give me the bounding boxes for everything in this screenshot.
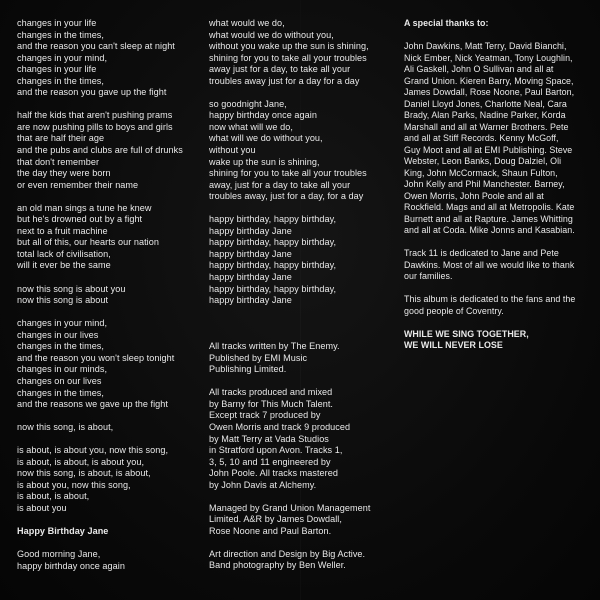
- lyric-line: happy birthday, happy birthday,: [209, 260, 337, 271]
- stanza-break: [17, 272, 212, 284]
- lyric-line: troubles away, just for a day, for a day: [209, 191, 364, 202]
- lyric-line: that are half their age: [17, 133, 105, 144]
- dedication-line: Dawkins. Most of all we would like to thank: [404, 259, 575, 270]
- thanks-heading: A special thanks to:: [404, 18, 489, 28]
- lyric-line: what will we do without you,: [209, 133, 323, 144]
- credit-line: by John Davis at Alchemy.: [209, 479, 317, 490]
- thanks-line: John Kelly and Phil Manchester. Barney,: [404, 179, 565, 189]
- lyric-line: changes in the times,: [17, 387, 104, 398]
- lyric-line: changes on our lives: [17, 375, 102, 386]
- lyric-line: happy birthday, happy birthday,: [209, 237, 337, 248]
- lyric-line: and the pubs and clubs are full of drunks: [17, 145, 183, 156]
- credit-line: in Stratford upon Avon. Tracks 1,: [209, 445, 343, 456]
- credit-line: by Matt Terry at Vada Studios: [209, 433, 329, 444]
- lyric-line: and the reason you won't sleep tonight: [17, 352, 175, 363]
- thanks-line: Guy Moot and all at EMI Publishing. Steve: [404, 144, 573, 155]
- thanks-line: King, John McCormack, Shaun Fulton,: [404, 167, 558, 178]
- credit-line: Managed by Grand Union Management: [209, 502, 371, 513]
- lyric-line: away, just for a day to take all your: [209, 179, 351, 190]
- lyric-line: changes in the times,: [17, 341, 104, 352]
- lyric-line: half the kids that aren't pushing prams: [17, 110, 173, 121]
- thanks-column: [404, 18, 589, 352]
- paragraph-break: [17, 538, 212, 550]
- thanks-line: Webster, Leon Banks, Doug Dalziel, Oli: [404, 156, 562, 166]
- lyric-line: what would we do,: [209, 18, 285, 28]
- thanks-line: Rockfield. Mags and all at Metropolis. Kate: [404, 202, 575, 212]
- paragraph-break: [404, 283, 589, 295]
- lyric-line: and the reason you can't sleep at night: [17, 41, 175, 52]
- thanks-line: and all at Stiff Records. Kenny McGoff,: [404, 133, 559, 143]
- lyric-line: an old man sings a tune he knew: [17, 202, 152, 213]
- paragraph-break: [404, 237, 589, 249]
- paragraph-break: [404, 30, 589, 42]
- song-title: Happy Birthday Jane: [17, 526, 109, 537]
- lyric-line: happy birthday, happy birthday,: [209, 283, 337, 294]
- lyric-line: is about, is about,: [17, 491, 90, 502]
- lyric-line: happy birthday once again: [209, 110, 317, 121]
- thanks-line: John Dawkins, Matt Terry, David Bianchi,: [404, 41, 567, 51]
- credit-line: Limited. A&R by James Dowdall,: [209, 514, 342, 525]
- thanks-line: Daniel Lloyd Jones, Charlotte Neal, Cara: [404, 98, 567, 109]
- thanks-line: Marshall and all at Warner Brothers. Pete: [404, 121, 569, 132]
- lyric-line: will it ever be the same: [17, 260, 111, 271]
- lyrics-column-middle: [209, 18, 389, 572]
- stanza-break: [209, 203, 389, 215]
- paragraph-break: [209, 376, 389, 388]
- lyrics-column-left: [17, 18, 212, 572]
- lyric-line: wake up the sun is shining,: [209, 156, 320, 167]
- lyric-line: so goodnight Jane,: [209, 98, 287, 109]
- lyric-line: now this song, is about,: [17, 422, 114, 433]
- lyric-line: changes in our lives: [17, 329, 99, 340]
- lyric-line: changes in your life: [17, 18, 97, 28]
- thanks-line: Owen Morris, John Poole and all at: [404, 190, 544, 201]
- lyric-line: is about, is about, is about you,: [17, 456, 145, 467]
- credit-line: Owen Morris and track 9 produced: [209, 421, 351, 432]
- fans-dedication-line: This album is dedicated to the fans and the: [404, 294, 576, 304]
- lyric-line: and the reason you gave up the fight: [17, 87, 167, 98]
- credit-line: Rose Noone and Paul Barton.: [209, 525, 332, 536]
- lyric-line: are now pushing pills to boys and girls: [17, 121, 173, 132]
- paragraph-break: [209, 330, 389, 342]
- lyric-line: happy birthday Jane: [209, 272, 292, 283]
- paragraph-break: [404, 317, 589, 329]
- lyric-line: and the reasons we gave up the fight: [17, 399, 168, 410]
- paragraph-break: [209, 307, 389, 319]
- lyric-line: Good morning Jane,: [17, 549, 101, 560]
- paragraph-break: [17, 515, 212, 527]
- lyric-line: without you: [209, 145, 256, 156]
- lyric-line: shining for you to take all your troubles: [209, 52, 367, 63]
- fans-dedication-line: good people of Coventry.: [404, 305, 504, 316]
- lyric-line: shining for you to take all your troubles: [209, 168, 367, 179]
- dedication-line: our families.: [404, 271, 453, 281]
- lyric-line: happy birthday Jane: [209, 295, 292, 306]
- lyric-line: but he's drowned out by a fight: [17, 214, 143, 225]
- lyric-line: happy birthday Jane: [209, 248, 292, 259]
- lyric-line: or even remember their name: [17, 179, 139, 190]
- credit-line: Published by EMI Music: [209, 352, 308, 363]
- thanks-line: Burnett and all at Rapture. James Whitting: [404, 213, 573, 224]
- lyric-line: changes in our minds,: [17, 364, 108, 375]
- lyric-line: now this song is about: [17, 295, 109, 306]
- lyric-line: what would we do without you,: [209, 29, 334, 40]
- lyric-line: changes in the times,: [17, 75, 104, 86]
- lyric-line: total lack of civilisation,: [17, 248, 111, 259]
- credit-line: Except track 7 produced by: [209, 410, 321, 421]
- credit-line: Publishing Limited.: [209, 364, 287, 375]
- motto-line: WE WILL NEVER LOSE: [404, 340, 503, 350]
- stanza-break: [17, 434, 212, 446]
- lyric-line: happy birthday Jane: [209, 225, 292, 236]
- lyric-line: changes in your mind,: [17, 318, 108, 329]
- lyric-line: changes in your mind,: [17, 52, 108, 63]
- thanks-line: and all at Coda. Mike Jonns and Kasabian.: [404, 225, 575, 235]
- lyric-line: changes in the times,: [17, 29, 104, 40]
- paragraph-break: [209, 537, 389, 549]
- credit-line: by Barny for This Much Talent.: [209, 398, 333, 409]
- stanza-break: [17, 411, 212, 423]
- thanks-line: Nick Ember, Nick Yeatman, Tony Loughlin,: [404, 52, 573, 63]
- lyric-line: next to a fruit machine: [17, 225, 108, 236]
- thanks-line: Ali Gaskell, John O Sullivan and all at: [404, 64, 554, 74]
- credit-line: John Poole. All tracks mastered: [209, 468, 338, 479]
- lyric-line: without you wake up the sun is shining,: [209, 41, 369, 52]
- lyric-line: but all of this, our hearts our nation: [17, 237, 159, 248]
- stanza-break: [209, 87, 389, 99]
- lyric-line: is about you, now this song,: [17, 479, 131, 490]
- lyric-line: now what will we do,: [209, 121, 293, 132]
- lyric-line: troubles away just for a day for a day: [209, 75, 360, 86]
- credit-line: 3, 5, 10 and 11 engineered by: [209, 456, 331, 467]
- stanza-break: [17, 307, 212, 319]
- lyric-line: happy birthday, happy birthday,: [209, 214, 337, 225]
- stanza-break: [17, 191, 212, 203]
- lyric-line: happy birthday once again: [17, 560, 125, 571]
- credit-line: Art direction and Design by Big Active.: [209, 548, 366, 559]
- credit-line: Band photography by Ben Weller.: [209, 560, 346, 571]
- paragraph-break: [209, 491, 389, 503]
- lyric-line: is about, is about you, now this song,: [17, 445, 169, 456]
- lyric-line: away just for a day, to take all your: [209, 64, 351, 75]
- lyric-line: changes in your life: [17, 64, 97, 75]
- thanks-line: Grand Union. Kieren Barry, Moving Space,: [404, 75, 574, 86]
- thanks-line: James Dowdall, Rose Noone, Paul Barton,: [404, 87, 575, 97]
- paragraph-break: [209, 318, 389, 330]
- dedication-line: Track 11 is dedicated to Jane and Pete: [404, 248, 559, 258]
- lyric-line: that don't remember: [17, 156, 100, 167]
- motto-line: WHILE WE SING TOGETHER,: [404, 328, 529, 339]
- thanks-line: Brady, Alan Parks, Nadine Parker, Korda: [404, 110, 566, 120]
- lyric-line: is about you: [17, 502, 67, 513]
- credit-line: All tracks produced and mixed: [209, 387, 333, 398]
- lyric-line: now this song, is about, is about,: [17, 468, 151, 479]
- lyric-line: now this song is about you: [17, 283, 126, 294]
- stanza-break: [17, 99, 212, 111]
- credit-line: All tracks written by The Enemy.: [209, 341, 340, 352]
- lyric-line: the day they were born: [17, 168, 111, 179]
